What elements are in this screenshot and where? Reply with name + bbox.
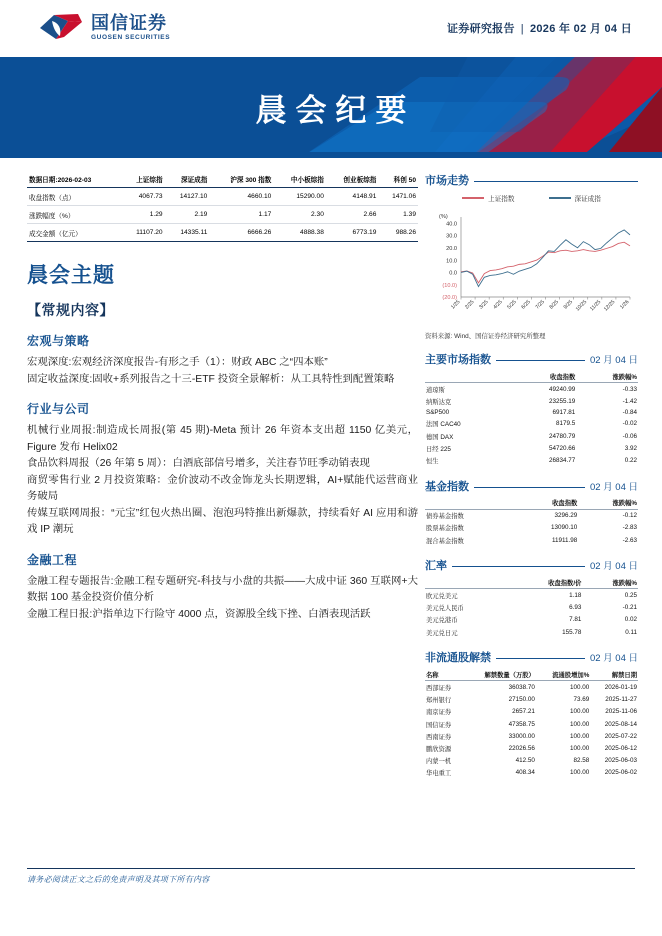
cell-unlock-pct: 82.58 — [573, 757, 590, 765]
table-header-row — [425, 370, 638, 383]
table-header-row — [425, 497, 638, 510]
svg-text:1/26: 1/26 — [619, 299, 631, 311]
table-row — [425, 395, 638, 407]
fund-indices-table — [425, 497, 638, 547]
panel-date-fund-indices: 02 月 04 日 — [589, 481, 638, 493]
cell-index-name: 德国 DAX — [426, 433, 454, 441]
svg-text:20.0: 20.0 — [446, 245, 457, 252]
legend-swatch-szse — [549, 197, 571, 199]
cell-unlock-date: 2025-06-02 — [604, 769, 637, 777]
col-header-date: 解禁日期 — [590, 668, 638, 681]
cell-unlock-name: 郑州银行 — [426, 697, 452, 705]
col-header-hs300: 沪深 300 指数 — [209, 170, 273, 188]
page-title: 晨会纪要 — [255, 93, 416, 128]
cell-index-change: -1.42 — [622, 397, 637, 405]
col-header-sse: 上证综指 — [121, 170, 164, 188]
cell-fund-change: -2.63 — [622, 536, 637, 544]
report-item[interactable]: 金融工程专题报告:金融工程专题研究-科技与小盘的共振——大成中证 360 互联网+大数据 100 基金投资价值分析 — [27, 575, 418, 603]
cell-turnover-sse: 11107.20 — [121, 224, 164, 242]
panel-date-unlock: 02 月 04 日 — [589, 653, 638, 665]
cell-fund-close: 11911.98 — [551, 536, 578, 544]
cell-unlock-qty: 412.50 — [515, 757, 535, 765]
cell-index-close: 26834.77 — [548, 456, 576, 464]
svg-text:3/25: 3/25 — [478, 299, 490, 311]
table-header-row — [27, 170, 418, 188]
cell-forex-name: 美元兑日元 — [426, 629, 458, 637]
cell-forex-change: 0.11 — [625, 628, 637, 636]
cell-close-sme: 15290.00 — [273, 188, 326, 206]
cell-unlock-qty: 47358.75 — [508, 720, 535, 728]
legend-label-szse: 深证成指 — [574, 196, 601, 203]
panel-date-forex: 02 月 04 日 — [589, 561, 638, 573]
guosen-logo-icon — [38, 12, 84, 42]
table-row — [425, 408, 638, 418]
cell-index-name: 恒生 — [426, 457, 439, 465]
report-item[interactable]: 机械行业周报:制造成长周报(第 45 期)-Meta 预计 26 年资本支出超 1150 亿美元，Figure 发布 Helix02 — [27, 425, 418, 453]
panel-title-market-trend: 市场走势 — [425, 175, 469, 187]
cell-index-name: 日经 225 — [426, 445, 451, 453]
section-title: 晨会主题 — [27, 264, 115, 287]
svg-text:0.0: 0.0 — [449, 270, 457, 277]
svg-text:12/25: 12/25 — [602, 299, 617, 313]
report-item[interactable]: 食品饮料周报（26 年第 5 周）：白酒底部信号增多，关注春节旺季动销表现 — [27, 458, 370, 469]
cell-index-close: 6917.81 — [552, 409, 576, 417]
cell-fund-name: 混合基金指数 — [426, 537, 464, 545]
legend-label-sse: 上证指数 — [488, 196, 515, 203]
panel-divider — [496, 658, 585, 659]
report-meta — [447, 20, 632, 36]
cell-turnover-chinext: 6773.19 — [326, 224, 379, 242]
panel-divider — [452, 566, 585, 567]
cell-unlock-date: 2025-11-27 — [605, 696, 637, 704]
cell-unlock-name: 西南证券 — [426, 733, 452, 741]
svg-text:11/25: 11/25 — [589, 299, 603, 313]
cell-unlock-pct: 100.00 — [570, 769, 590, 777]
cell-fund-name: 债券基金指数 — [426, 513, 464, 521]
col-header-price: 收盘指数/价 — [508, 576, 582, 589]
table-row — [425, 626, 638, 638]
cell-fund-name: 股票基金指数 — [426, 525, 464, 533]
panel-title-major-indices: 主要市场指数 — [425, 354, 491, 366]
cell-turnover-hs300: 6666.26 — [209, 224, 273, 242]
col-header-name — [425, 576, 508, 589]
table-row — [27, 188, 418, 206]
panel-header-forex — [425, 557, 638, 573]
cell-unlock-pct: 100.00 — [570, 708, 590, 716]
table-row — [425, 454, 638, 466]
legend-swatch-sse — [462, 197, 484, 199]
footer — [27, 868, 635, 885]
cell-index-change: -0.84 — [622, 409, 637, 417]
svg-text:8/25: 8/25 — [548, 299, 560, 311]
cell-index-name: 道琼斯 — [426, 386, 445, 394]
forex-table — [425, 576, 638, 638]
cell-change-star50: 1.39 — [378, 206, 418, 224]
cell-forex-name: 欧元兑美元 — [426, 593, 458, 601]
panel-divider — [496, 360, 585, 361]
cell-index-close: 8179.5 — [555, 420, 576, 428]
table-row — [425, 694, 638, 706]
col-header-close: 收盘指数 — [515, 497, 579, 510]
cell-unlock-qty: 408.34 — [515, 769, 535, 777]
cell-change-chinext: 2.66 — [326, 206, 379, 224]
cell-unlock-pct: 100.00 — [570, 720, 590, 728]
cell-index-change: -0.06 — [622, 432, 637, 440]
table-row — [425, 418, 638, 430]
cell-index-change: -0.33 — [622, 385, 637, 393]
disclaimer-text: 请务必阅读正文之后的免责声明及其项下所有内容 — [27, 875, 210, 884]
cell-index-change: 0.22 — [624, 456, 637, 464]
report-item[interactable]: 商贸零售行业 2 月投资策略：金价波动不改金饰龙头长期逻辑，AI+赋能代运营商业务破局 — [27, 474, 418, 502]
table-row — [27, 224, 418, 242]
cell-forex-price: 6.93 — [569, 604, 582, 612]
cell-forex-name: 美元兑港币 — [426, 617, 458, 625]
svg-text:4/25: 4/25 — [492, 299, 504, 311]
cell-forex-change: 0.02 — [624, 616, 637, 624]
cell-index-change: 3.92 — [624, 444, 637, 452]
cell-turnover-sme: 4888.38 — [273, 224, 326, 242]
svg-text:9/25: 9/25 — [562, 299, 575, 311]
table-row — [425, 522, 638, 534]
cell-change-sse: 1.29 — [121, 206, 164, 224]
cell-unlock-qty: 2657.21 — [512, 708, 535, 716]
table-row — [425, 534, 638, 546]
cell-unlock-qty: 36038.70 — [508, 683, 535, 691]
cell-index-close: 54720.66 — [548, 444, 576, 452]
cell-turnover-star50: 988.26 — [378, 224, 418, 242]
cell-forex-name: 美元兑人民币 — [426, 605, 464, 613]
table-row — [425, 718, 638, 730]
col-header-pct: 流通股增加% — [536, 668, 590, 681]
title-banner — [0, 57, 662, 158]
cell-unlock-pct: 73.69 — [573, 696, 590, 704]
row-label-change: 涨跌幅度（%） — [27, 206, 121, 224]
panel-title-forex: 汇率 — [425, 560, 447, 573]
cell-close-hs300: 4660.10 — [209, 188, 273, 206]
cell-unlock-name: 内蒙一机 — [426, 758, 452, 766]
col-header-change: 涨跌幅% — [582, 576, 638, 589]
category-title-industry: 行业与公司 — [27, 402, 90, 416]
brand-logo — [38, 12, 170, 42]
col-header-date: 数据日期:2026-02-03 — [27, 170, 121, 188]
cell-forex-change: -0.21 — [622, 604, 637, 612]
top-bar — [0, 0, 662, 57]
table-row — [425, 430, 638, 442]
unlock-table — [425, 668, 638, 779]
table-row — [425, 589, 638, 602]
cell-change-hs300: 1.17 — [209, 206, 273, 224]
cell-forex-price: 155.78 — [562, 628, 582, 636]
panel-title-fund-indices: 基金指数 — [425, 480, 469, 493]
panel-header-market-trend — [425, 172, 638, 188]
svg-text:30.0: 30.0 — [446, 233, 457, 240]
cell-close-szse: 14127.10 — [165, 188, 210, 206]
cell-unlock-qty: 33000.00 — [508, 732, 535, 740]
cell-unlock-date: 2026-01-19 — [604, 683, 637, 691]
cell-unlock-qty: 27150.00 — [508, 696, 535, 704]
cell-index-name: S&P500 — [426, 409, 450, 417]
table-row — [425, 742, 638, 754]
table-row — [425, 706, 638, 718]
subsection-title: 【常规内容】 — [27, 302, 114, 318]
cell-unlock-name: 南京证券 — [426, 709, 452, 717]
cell-index-close: 24780.79 — [548, 432, 576, 440]
cell-unlock-date: 2025-07-22 — [604, 732, 637, 740]
col-header-szse: 深证成指 — [165, 170, 210, 188]
panel-divider — [474, 487, 585, 488]
cell-index-name: 纳斯达克 — [426, 398, 452, 406]
cell-fund-close: 3296.29 — [554, 512, 578, 520]
cell-unlock-pct: 100.00 — [570, 732, 590, 740]
panel-header-major-indices — [425, 351, 638, 367]
legend-item-sse — [462, 193, 514, 203]
cell-change-sme: 2.30 — [273, 206, 326, 224]
svg-text:(20.0): (20.0) — [442, 295, 457, 302]
svg-text:1/25: 1/25 — [450, 299, 462, 311]
cell-unlock-name: 国信证券 — [426, 721, 452, 729]
category-title-quant: 金融工程 — [27, 552, 78, 567]
cell-unlock-date: 2025-06-12 — [604, 744, 637, 752]
cell-close-sse: 4067.73 — [121, 188, 164, 206]
panel-date-major-indices: 02 月 04 日 — [589, 355, 638, 366]
table-row — [425, 681, 638, 694]
panel-divider — [474, 181, 638, 182]
col-header-star50: 科创 50 — [378, 170, 418, 188]
col-header-close: 收盘指数 — [510, 370, 576, 383]
table-row — [425, 730, 638, 742]
index-summary-table — [27, 170, 418, 242]
col-header-name — [425, 497, 515, 510]
report-item[interactable]: 金融工程日报:沪指单边下行险守 4000 点，资源股全线下挫、白酒表现活跃 — [27, 608, 371, 620]
legend-item-szse — [549, 193, 601, 203]
cell-index-name: 法国 CAC40 — [426, 421, 461, 429]
panel-title-unlock: 非流通股解禁 — [425, 652, 491, 665]
brand-name-en: GUOSEN SECURITIES — [91, 34, 171, 41]
cell-unlock-name: 西部证券 — [426, 684, 452, 692]
cell-unlock-date: 2025-06-03 — [604, 757, 637, 765]
col-header-change: 涨跌幅% — [578, 497, 638, 510]
svg-text:7/25: 7/25 — [534, 299, 546, 311]
report-date: 2026 年 02 月 04 日 — [529, 23, 632, 35]
table-header-row — [425, 576, 638, 589]
table-row — [425, 767, 638, 779]
svg-text:(%): (%) — [439, 214, 448, 220]
banner-bottom-strip — [0, 152, 662, 158]
report-item[interactable]: 固定收益深度:固收+系列报告之十三-ETF 投资全景解析：从工具特性到配置策略 — [27, 373, 395, 385]
meta-separator: | — [520, 23, 524, 35]
cell-index-change: -0.02 — [622, 420, 637, 428]
cell-unlock-qty: 22026.56 — [508, 744, 535, 752]
col-header-change: 涨跌幅% — [576, 370, 638, 383]
col-header-qty: 解禁数量（万股） — [463, 668, 536, 681]
svg-text:6/25: 6/25 — [520, 299, 532, 311]
cell-close-star50: 1471.06 — [378, 188, 418, 206]
cell-index-close: 49240.99 — [548, 385, 576, 393]
sidebar — [425, 172, 638, 779]
cell-fund-close: 13090.10 — [551, 524, 578, 532]
table-header-row — [425, 668, 638, 681]
panel-header-fund-indices — [425, 478, 638, 494]
cell-forex-price: 7.81 — [569, 616, 582, 624]
svg-text:10.0: 10.0 — [446, 258, 457, 265]
chart-legend — [425, 193, 638, 203]
svg-text:40.0: 40.0 — [446, 221, 457, 228]
panel-header-unlock — [425, 649, 638, 665]
cell-unlock-date: 2025-08-14 — [604, 720, 637, 728]
col-header-name — [425, 370, 510, 383]
table-row — [425, 755, 638, 767]
report-type-label: 证券研究报告 — [446, 23, 515, 35]
cell-turnover-szse: 14335.11 — [165, 224, 210, 242]
table-row — [425, 442, 638, 454]
report-item[interactable]: 传媒互联网周报：“元宝”红包火热出圈、泡泡玛特推出新爆款，持续看好 AI 应用和游戏 IP 潮玩 — [27, 507, 418, 535]
table-row — [425, 383, 638, 396]
cell-unlock-date: 2025-11-06 — [605, 708, 637, 716]
svg-text:5/25: 5/25 — [506, 299, 518, 311]
cell-fund-change: -0.12 — [622, 512, 637, 520]
market-trend-chart — [425, 207, 638, 327]
table-row — [425, 602, 638, 614]
category-title-macro: 宏观与策略 — [27, 334, 90, 348]
col-header-sme: 中小板综指 — [273, 170, 326, 188]
cell-index-close: 23255.19 — [548, 397, 576, 405]
cell-unlock-name: 华电重工 — [426, 770, 452, 778]
brand-name-cn: 国信证券 — [91, 13, 167, 33]
cell-forex-price: 1.18 — [569, 592, 582, 600]
svg-text:2/25: 2/25 — [464, 299, 476, 311]
row-label-turnover: 成交金额（亿元） — [27, 224, 121, 242]
row-label-close: 收盘指数（点） — [27, 188, 121, 206]
report-item[interactable]: 宏观深度:宏观经济深度报告-有形之手（1）：财政 ABC 之“四本账” — [27, 357, 328, 368]
chart-source-note: 资料来源: Wind、国信证券经济研究所整理 — [425, 333, 546, 340]
cell-close-chinext: 4148.91 — [326, 188, 379, 206]
cell-fund-change: -2.83 — [622, 524, 637, 532]
cell-unlock-name: 鹏欣资源 — [426, 745, 452, 753]
table-row — [425, 509, 638, 522]
cell-unlock-pct: 100.00 — [570, 744, 590, 752]
major-indices-table — [425, 370, 638, 467]
col-header-name: 名称 — [425, 668, 463, 681]
col-header-chinext: 创业板综指 — [326, 170, 379, 188]
cell-unlock-pct: 100.00 — [570, 683, 590, 691]
table-row — [27, 206, 418, 224]
table-row — [425, 614, 638, 626]
cell-forex-change: 0.25 — [624, 592, 637, 600]
main-content — [27, 170, 418, 623]
svg-text:(10.0): (10.0) — [442, 282, 457, 289]
svg-text:10/25: 10/25 — [574, 299, 589, 313]
cell-change-szse: 2.19 — [165, 206, 210, 224]
